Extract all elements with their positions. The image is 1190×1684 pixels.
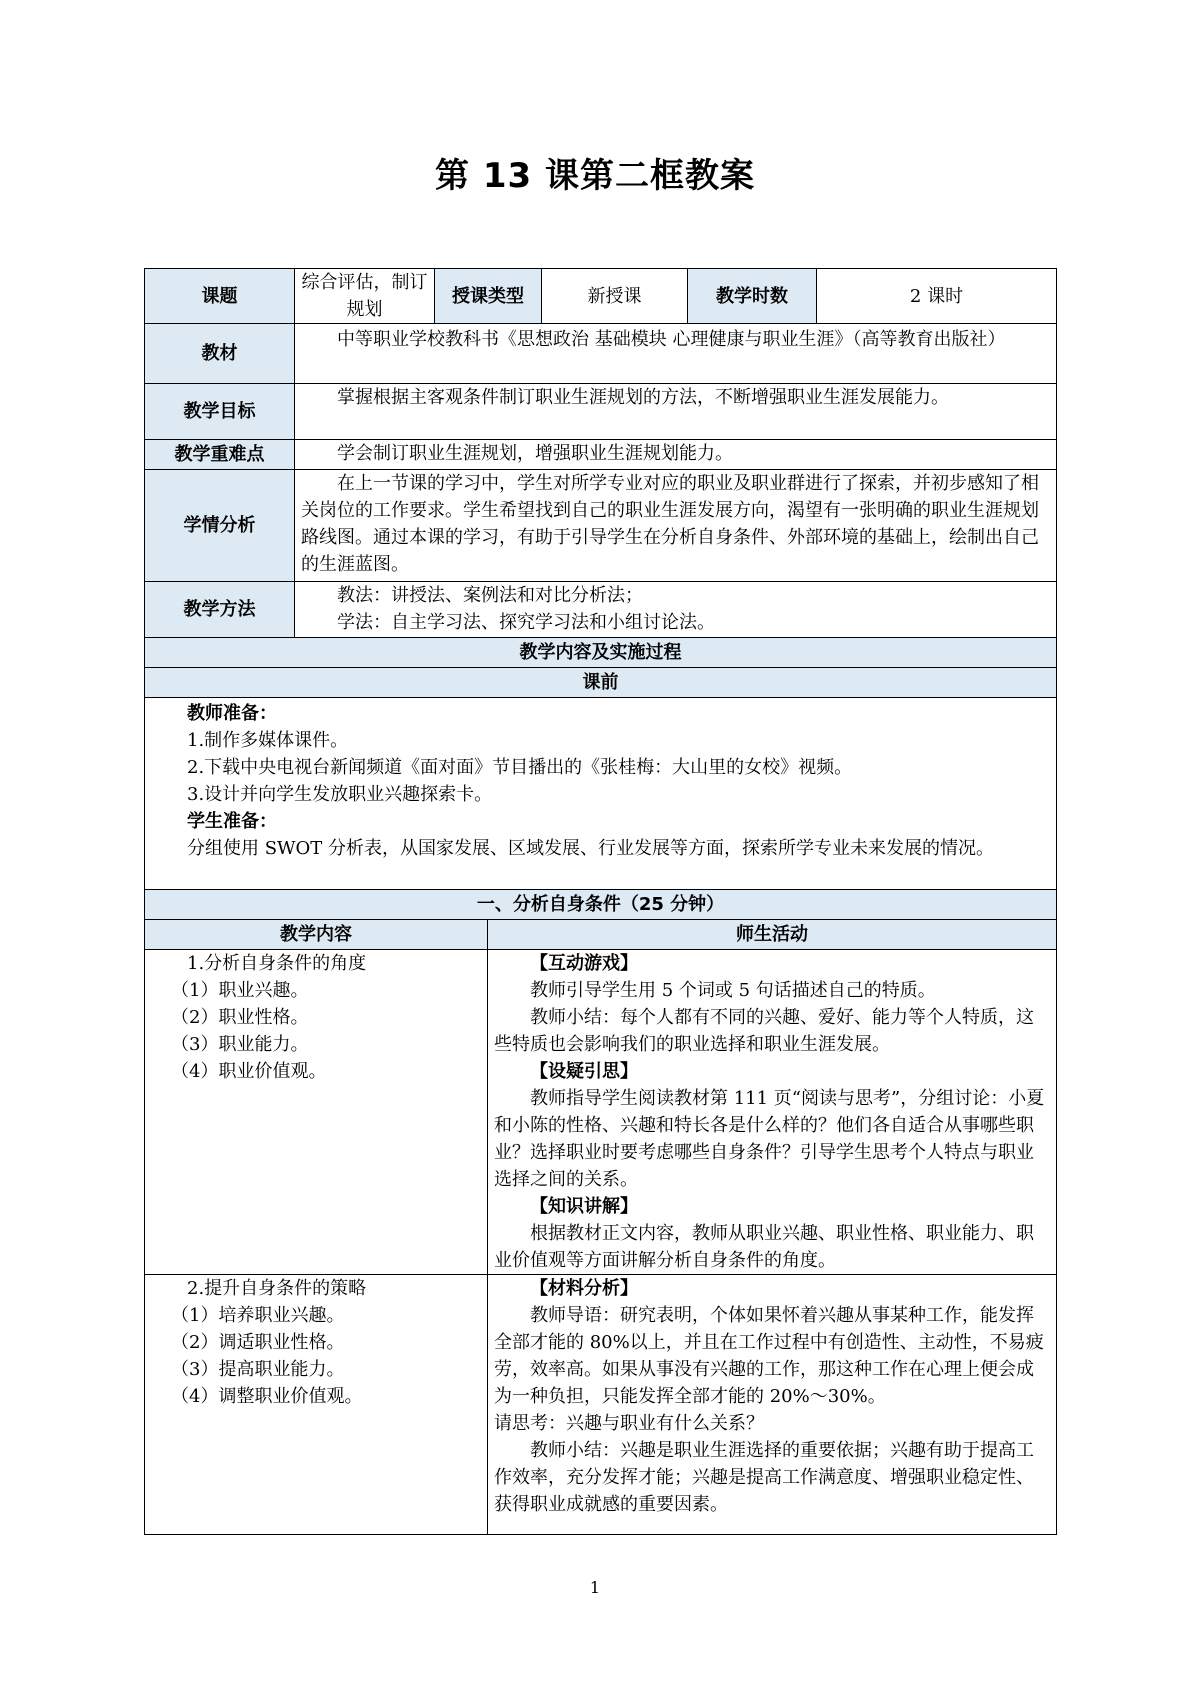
activity-text: 教师小结：每个人都有不同的兴趣、爱好、能力等个人特质，这些特质也会影响我们的职业选择和职业生涯发展。 <box>494 1007 1034 1055</box>
content-heading: 2.提升自身条件的策略 <box>187 1278 367 1299</box>
activity-label: 【设疑引思】 <box>530 1061 638 1082</box>
activity-text: 教师指导学生阅读教材第 111 页“阅读与思考”，分组讨论：小夏和小陈的性格、兴趣和特长各是什么样的？他们各自适合从事哪些职业？选择职业时要考虑哪些自身条件？引导学生思考个人特点与职业选择之间的关系。 <box>494 1088 1045 1190</box>
textbook-value: 中等职业学校教科书《思想政治 基础模块 心理健康与职业生涯》（高等教育出版社） <box>337 329 1006 350</box>
process-title: 教学内容及实施过程 <box>145 638 1057 668</box>
content-item: （3）提高职业能力。 <box>171 1359 345 1380</box>
type-label: 授课类型 <box>435 269 542 324</box>
pre-class-content <box>145 698 1057 890</box>
document-title: 第 13 课第二框教案 <box>435 156 755 196</box>
section1-row2 <box>145 1275 1057 1535</box>
activity-label: 【材料分析】 <box>530 1278 638 1299</box>
activity-text: 根据教材正文内容，教师从职业兴趣、职业性格、职业能力、职业价值观等方面讲解分析自身条件的角度。 <box>494 1223 1034 1271</box>
lesson-label: 课题 <box>145 269 295 324</box>
teacher-prep-item: 3.设计并向学生发放职业兴趣探索卡。 <box>187 784 493 805</box>
lesson-plan-table <box>144 268 1057 1535</box>
analysis-label: 学情分析 <box>145 470 295 582</box>
content-item: （1）培养职业兴趣。 <box>171 1305 345 1326</box>
content-item: （2）职业性格。 <box>171 1007 309 1028</box>
hours-value: 2 课时 <box>817 269 1057 324</box>
info-row-analysis <box>145 470 1057 582</box>
student-prep-label: 学生准备： <box>187 811 277 832</box>
teacher-prep-item: 1.制作多媒体课件。 <box>187 730 349 751</box>
info-row-lesson <box>145 269 1057 324</box>
activity-text: 教师小结：兴趣是职业生涯选择的重要依据；兴趣有助于提高工作效率，充分发挥才能；兴趣是提高工作满意度、增强职业稳定性、获得职业成就感的重要因素。 <box>494 1440 1034 1515</box>
activity-label: 【互动游戏】 <box>530 953 638 974</box>
content-heading: 1.分析自身条件的角度 <box>187 953 367 974</box>
pre-class-title: 课前 <box>145 668 1057 698</box>
teacher-prep-item: 2.下载中央电视台新闻频道《面对面》节目播出的《张桂梅：大山里的女校》视频。 <box>187 757 853 778</box>
goal-label: 教学目标 <box>145 384 295 440</box>
section1-row1 <box>145 950 1057 1275</box>
info-row-key <box>145 440 1057 470</box>
activity-text: 教师引导学生用 5 个词或 5 句话描述自己的特质。 <box>530 980 936 1001</box>
content-item: （3）职业能力。 <box>171 1034 309 1055</box>
lesson-value: 综合评估，制订规划 <box>295 269 435 324</box>
analysis-value: 在上一节课的学习中，学生对所学专业对应的职业及职业群进行了探索，并初步感知了相关岗位的工作要求。学生希望找到自己的职业生涯发展方向，渴望有一张明确的职业生涯规划路线图。通过本课的学习，有助于引导学生在分析自身条件、外部环境的基础上，绘制出自己的生涯蓝图。 <box>301 473 1039 575</box>
col-header-content: 教学内容 <box>145 920 488 950</box>
info-row-goal <box>145 384 1057 440</box>
content-item: （4）调整职业价值观。 <box>171 1386 363 1407</box>
info-row-textbook <box>145 324 1057 384</box>
col-header-activity: 师生活动 <box>488 920 1057 950</box>
key-value: 学会制订职业生涯规划，增强职业生涯规划能力。 <box>337 443 733 464</box>
activity-label: 【知识讲解】 <box>530 1196 638 1217</box>
hours-label: 教学时数 <box>688 269 817 324</box>
page-number: 1 <box>589 1578 601 1597</box>
key-label: 教学重难点 <box>145 440 295 470</box>
content-item: （2）调适职业性格。 <box>171 1332 345 1353</box>
info-row-method <box>145 582 1057 638</box>
activity-question: 请思考：兴趣与职业有什么关系？ <box>494 1413 764 1434</box>
content-item: （4）职业价值观。 <box>171 1061 327 1082</box>
section1-title: 一、分析自身条件（25 分钟） <box>145 890 1057 920</box>
goal-value: 掌握根据主客观条件制订职业生涯规划的方法，不断增强职业生涯发展能力。 <box>337 387 949 408</box>
textbook-label: 教材 <box>145 324 295 384</box>
teacher-prep-label: 教师准备： <box>187 703 277 724</box>
method-label: 教学方法 <box>145 582 295 638</box>
method-teach: 教法：讲授法、案例法和对比分析法； <box>337 585 643 606</box>
activity-text: 教师导语：研究表明，个体如果怀着兴趣从事某种工作，能发挥全部才能的 80%以上，并且在工作过程中有创造性、主动性，不易疲劳，效率高。如果从事没有兴趣的工作，那这种工作在心理上便会成为一种负担，只能发挥全部才能的 20%～30%。 <box>494 1305 1044 1407</box>
content-item: （1）职业兴趣。 <box>171 980 309 1001</box>
method-learn: 学法：自主学习法、探究学习法和小组讨论法。 <box>337 612 715 633</box>
type-value: 新授课 <box>542 269 688 324</box>
student-prep-text: 分组使用 SWOT 分析表，从国家发展、区域发展、行业发展等方面，探索所学专业未来发展的情况。 <box>187 838 995 859</box>
